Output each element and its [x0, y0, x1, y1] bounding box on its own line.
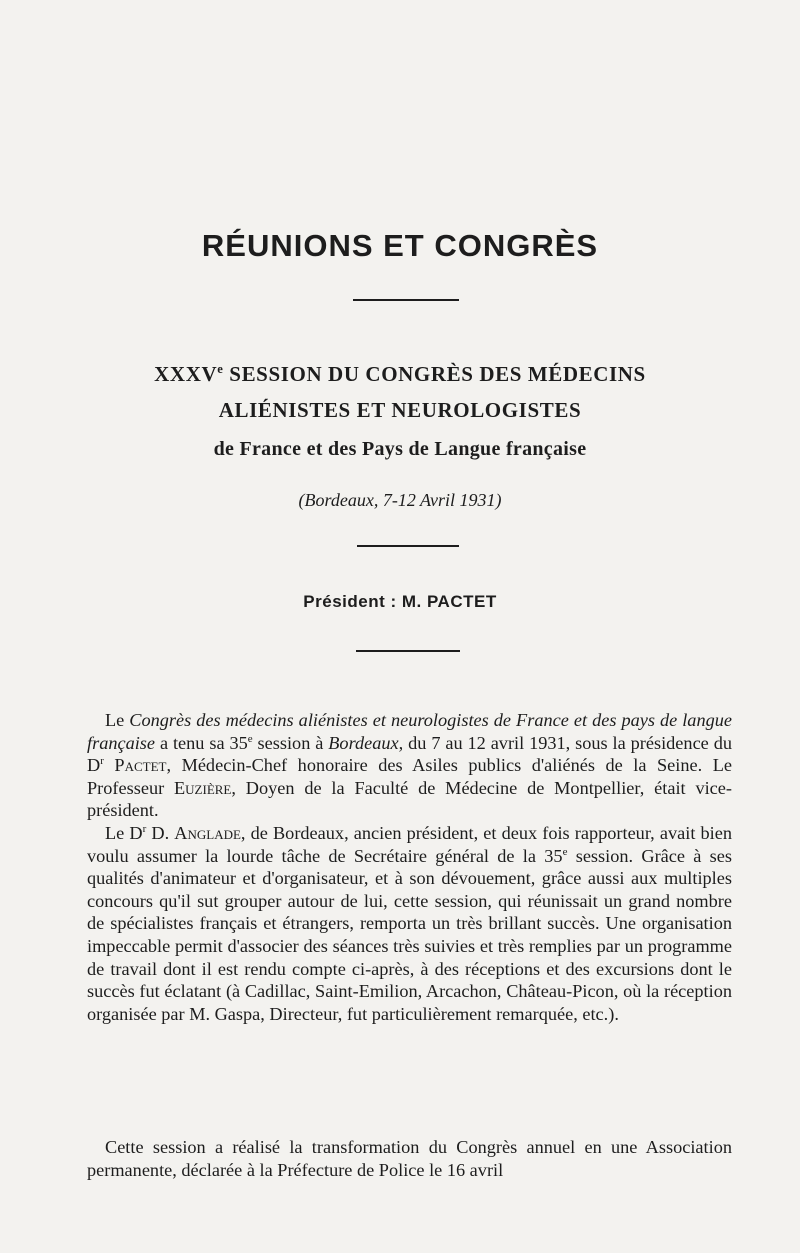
- text-run: D.: [146, 822, 175, 843]
- divider: [357, 545, 459, 547]
- text-run: Médecin-Chef honoraire des Asiles publics d'aliénés de la Seine. Le Professeur: [87, 755, 732, 798]
- text-run: Le D: [105, 822, 143, 843]
- text-run: Doyen de la Faculté de Médecine de Montpellier, était vice-président.: [87, 777, 732, 821]
- text-run: Le: [105, 710, 130, 730]
- session-title-rest: SESSION DU CONGRÈS DES MÉDECINS: [223, 362, 646, 386]
- superscript: r: [142, 822, 147, 835]
- divider: [356, 650, 460, 652]
- text-run: a tenu sa 35: [155, 732, 248, 753]
- session-title-line-3: de France et des Pays de Langue française: [213, 438, 587, 460]
- text-run: [104, 755, 115, 775]
- small-caps-run: Pactet,: [114, 755, 172, 776]
- session-number-sup: e: [217, 362, 224, 376]
- body-text-continued: [87, 1136, 732, 1181]
- italic-run: Congrès des médecins aliénistes et neurologistes de France et des pays de langue française: [87, 710, 732, 753]
- paragraph-2: [87, 822, 732, 1025]
- text-run: session à: [252, 732, 329, 753]
- paragraph-1: [87, 709, 732, 822]
- text-run: de Bordeaux, ancien président, et deux fois rapporteur, avait bien voulu assumer la lourde tâche de Secrétaire général de la 35: [87, 822, 732, 866]
- small-caps-run: Anglade,: [174, 822, 246, 843]
- president-line: Président : M. PACTET: [303, 592, 497, 611]
- session-dates: (Bordeaux, 7-12 Avril 1931): [298, 490, 502, 510]
- divider: [353, 299, 459, 301]
- superscript: e: [562, 845, 568, 858]
- superscript: r: [100, 755, 104, 768]
- italic-run: Bordeaux,: [328, 732, 404, 753]
- text-run: session. Grâce à ses qualités d'animateur et d'organisateur, et à son dévouement, grâce aussi aux multiples concours qu'il sut grouper autour de lui, cette session, qui réunissait un grand nombre de spécialistes français et étrangers, remporta un très brillant succès. Une organisation impeccable permit d'associer des séances très suivies et très remplies par un programme de travail dont il est rendu compte ci-après, à des réceptions et des excursions dont le succès fut éclatant (à Cadillac, Saint-Emilion, Arcachon, Château-Picon, où la réception organisée par M. Gaspa, Directeur, fut particulièrement remarquée, etc.).: [87, 845, 732, 1024]
- paragraph-3: Cette session a réalisé la transformation du Congrès annuel en une Association permanente, déclarée à la Préfecture de Police le 16 avril: [87, 1137, 732, 1180]
- session-number: XXXV: [154, 362, 218, 386]
- body-text: [87, 709, 732, 1025]
- session-title-line-1: [0, 362, 800, 387]
- superscript: e: [247, 732, 253, 745]
- text-run: du 7 au 12 avril 1931, sous la présidence du D: [87, 732, 732, 776]
- session-title-line-2: ALIÉNISTES ET NEUROLOGISTES: [218, 398, 582, 422]
- small-caps-run: Euzière,: [174, 777, 236, 798]
- page-title: RÉUNIONS ET CONGRÈS: [201, 228, 599, 263]
